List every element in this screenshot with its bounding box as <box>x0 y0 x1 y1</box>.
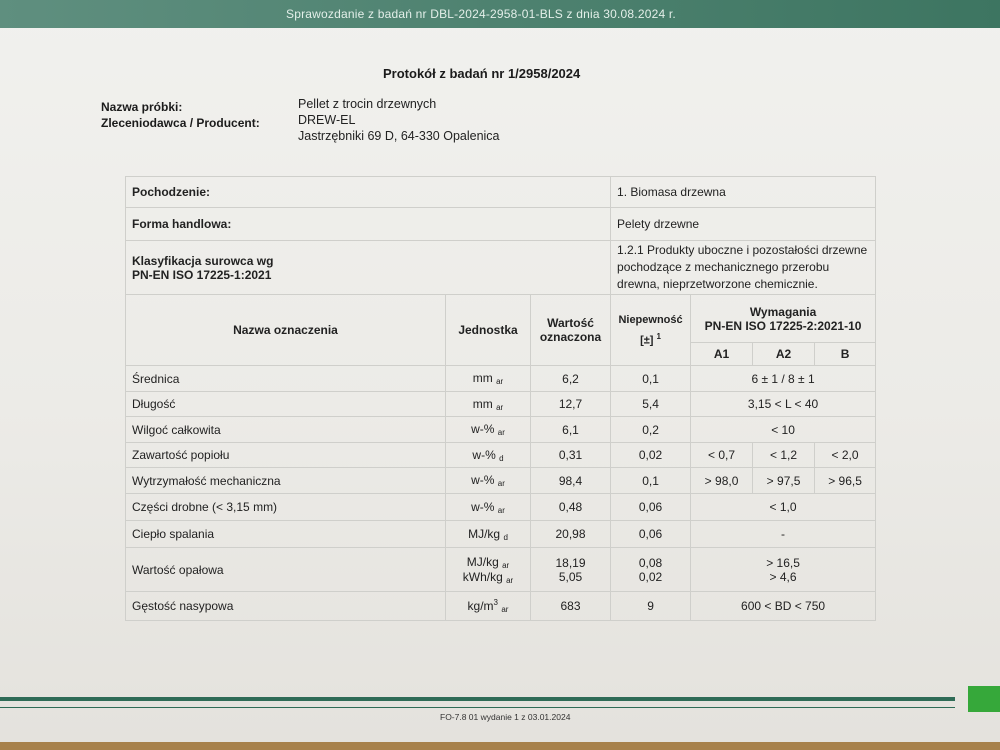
row-requirement: 3,15 < L < 40 <box>691 392 876 417</box>
row-name: Wartość opałowa <box>126 548 446 592</box>
info-row-origin <box>126 177 876 208</box>
row-value: 0,31 <box>531 443 611 468</box>
col-header-requirements-line1: Wymagania <box>749 304 817 319</box>
row-name: Gęstość nasypowa <box>126 592 446 621</box>
trade-form-label: Forma handlowa: <box>126 208 611 241</box>
col-header-requirements <box>691 295 876 343</box>
row-uncertainty: 9 <box>611 592 691 621</box>
row-unit: w-% $_{ar}$ <box>446 494 531 521</box>
row-name: Wilgoć całkowita <box>126 417 446 443</box>
row-requirement-a2: > 97,5 <box>753 468 815 494</box>
classification-value: 1.2.1 Produkty uboczne i pozostałości drzewne pochodzące z mechanicznego przerobu drewna, nieprzetworzone chemicznie. <box>611 241 876 295</box>
row-name: Części drobne (< 3,15 mm) <box>126 494 446 521</box>
table-row <box>126 366 876 392</box>
col-header-requirements-line2: PN-EN ISO 17225-2:2021-10 <box>704 318 862 333</box>
class-b-header: B <box>815 343 876 366</box>
row-requirement: 6 ± 1 / 8 ± 1 <box>691 366 876 392</box>
class-a1-header: A1 <box>691 343 753 366</box>
row-requirement: - <box>691 521 876 548</box>
info-row-trade-form <box>126 208 876 241</box>
row-uncertainty: 5,4 <box>611 392 691 417</box>
row-value: 6,2 <box>531 366 611 392</box>
table-row <box>126 417 876 443</box>
sample-name-label: Nazwa próbki: <box>101 100 183 114</box>
row-name: Zawartość popiołu <box>126 443 446 468</box>
table-row <box>126 521 876 548</box>
row-unit: mm $_{ar}$ <box>446 392 531 417</box>
row-requirement-b: > 96,5 <box>815 468 876 494</box>
footer-line <box>0 707 955 708</box>
row-uncertainty: 0,02 <box>611 443 691 468</box>
row-unit: w-% $_d$ <box>446 443 531 468</box>
row-uncertainty: 0,06 <box>611 521 691 548</box>
col-header-name: Nazwa oznaczenia <box>126 295 446 366</box>
col-header-value-line2: oznaczona <box>539 330 602 344</box>
row-value: 18,19 5,05 <box>531 548 611 592</box>
client-address: Jastrzębniki 69 D, 64-330 Opalenica <box>298 129 500 143</box>
row-value: 683 <box>531 592 611 621</box>
origin-label: Pochodzenie: <box>126 177 611 208</box>
row-name: Długość <box>126 392 446 417</box>
col-header-unit: Jednostka <box>446 295 531 366</box>
header-band <box>0 0 1000 28</box>
col-header-uncertainty <box>611 295 691 366</box>
row-uncertainty: 0,1 <box>611 366 691 392</box>
classification-label-line1: Klasyfikacja surowca wg <box>132 253 274 268</box>
column-header-row <box>126 295 876 343</box>
col-header-uncertainty-line2: [±] <box>640 334 654 347</box>
client-label: Zleceniodawca / Producent: <box>101 116 260 130</box>
row-requirement: > 16,5 > 4,6 <box>691 548 876 592</box>
row-uncertainty: 0,1 <box>611 468 691 494</box>
trade-form-value: Pelety drzewne <box>611 208 876 241</box>
footer-form-code: FO-7.8 01 wydanie 1 z 03.01.2024 <box>440 712 571 722</box>
col-header-value-line1: Wartość <box>547 316 594 330</box>
results-table <box>125 176 876 621</box>
desk-surface <box>0 742 1000 750</box>
report-header-text: Sprawozdanie z badań nr DBL-2024-2958-01-BLS z dnia 30.08.2024 r. <box>286 7 676 21</box>
row-uncertainty: 0,06 <box>611 494 691 521</box>
row-unit: mm $_{ar}$ <box>446 366 531 392</box>
row-requirement: < 10 <box>691 417 876 443</box>
row-unit: $kg/m^3$ $_{ar}$ <box>446 592 531 621</box>
row-uncertainty: 0,08 0,02 <box>611 548 691 592</box>
row-requirement: < 1,0 <box>691 494 876 521</box>
client-name: DREW-EL <box>298 113 356 127</box>
row-unit: w-% $_{ar}$ <box>446 468 531 494</box>
col-header-uncertainty-line1: Niepewność <box>618 313 683 326</box>
row-value: 6,1 <box>531 417 611 443</box>
row-requirement: 600 < BD < 750 <box>691 592 876 621</box>
row-requirement-a1: > 98,0 <box>691 468 753 494</box>
row-value: 0,48 <box>531 494 611 521</box>
info-row-classification <box>126 241 876 295</box>
sample-name-value: Pellet z trocin drzewnych <box>298 97 437 111</box>
class-a2-header: A2 <box>753 343 815 366</box>
table-row <box>126 548 876 592</box>
row-unit: w-% $_{ar}$ <box>446 417 531 443</box>
col-header-value <box>531 295 611 366</box>
row-requirement-b: < 2,0 <box>815 443 876 468</box>
classification-label-line2: PN-EN ISO 17225-1:2021 <box>132 267 272 282</box>
uncertainty-footnote: 1 <box>656 331 661 341</box>
row-name: Wytrzymałość mechaniczna <box>126 468 446 494</box>
protocol-title: Protokół z badań nr 1/2958/2024 <box>383 66 581 81</box>
row-uncertainty: 0,2 <box>611 417 691 443</box>
table-row <box>126 592 876 621</box>
table-row <box>126 494 876 521</box>
row-value: 98,4 <box>531 468 611 494</box>
table-row <box>126 443 876 468</box>
row-unit: MJ/kg $_{ar}$ kWh/kg $_{ar}$ <box>446 548 531 592</box>
origin-value: 1. Biomasa drzewna <box>611 177 876 208</box>
green-marker <box>968 686 1000 712</box>
row-name: Średnica <box>126 366 446 392</box>
row-requirement-a1: < 0,7 <box>691 443 753 468</box>
row-requirement-a2: < 1,2 <box>753 443 815 468</box>
classification-label <box>126 241 611 295</box>
row-unit: MJ/kg $_d$ <box>446 521 531 548</box>
footer-bar <box>0 697 955 701</box>
row-value: 20,98 <box>531 521 611 548</box>
table-row <box>126 392 876 417</box>
row-value: 12,7 <box>531 392 611 417</box>
row-name: Ciepło spalania <box>126 521 446 548</box>
table-row <box>126 468 876 494</box>
